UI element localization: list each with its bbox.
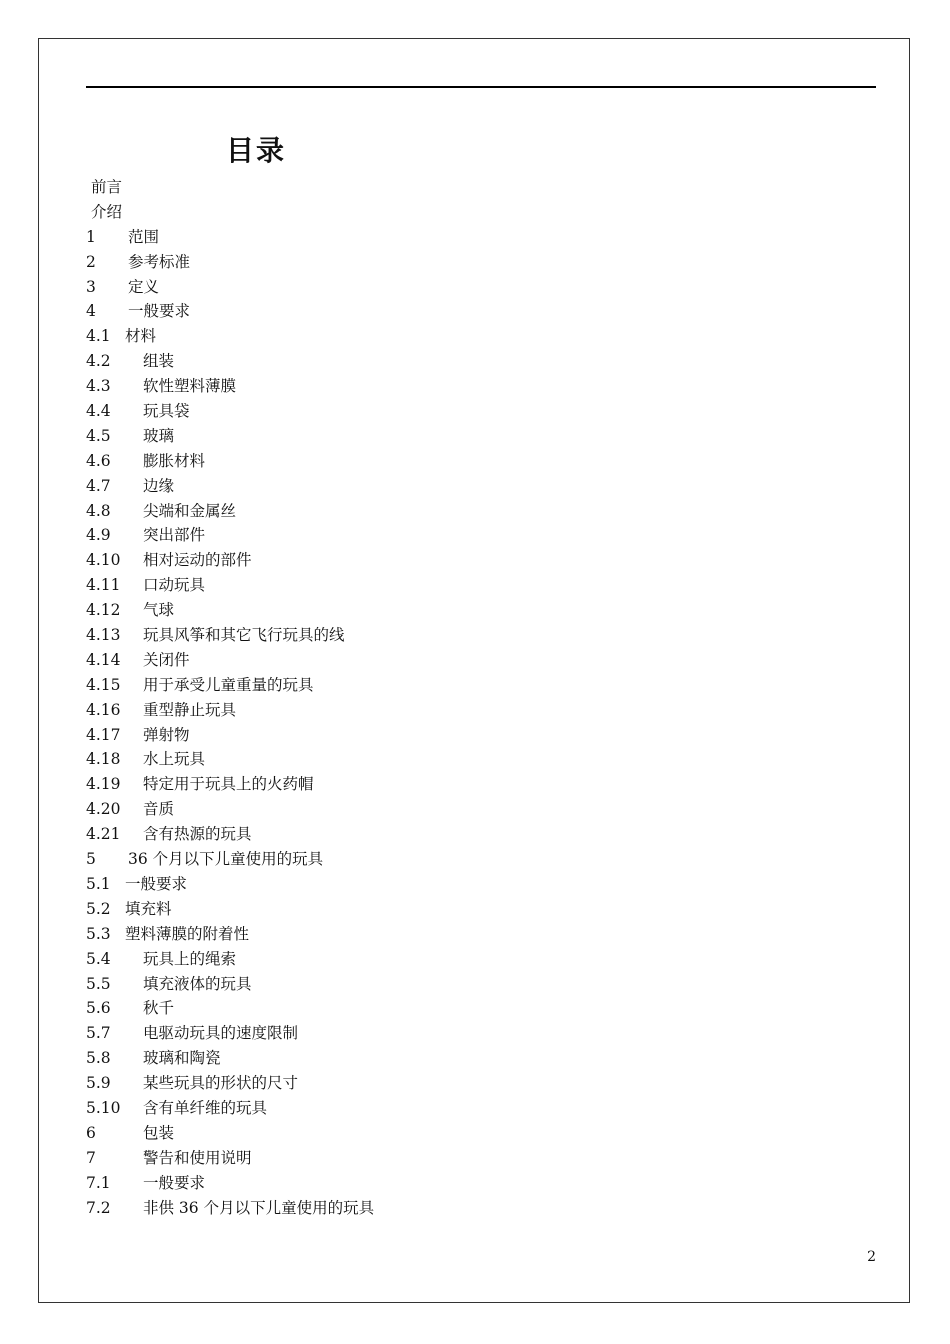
toc-entry-title: 含有热源的玩具 bbox=[143, 825, 252, 844]
toc-entry-number: 5.6 bbox=[86, 999, 111, 1018]
toc-entry-title: 膨胀材料 bbox=[143, 451, 206, 470]
toc-entry-title: 一般要求 bbox=[143, 1173, 206, 1192]
toc-entry-number: 4.17 bbox=[86, 725, 121, 744]
toc-entry-number: 4.15 bbox=[86, 675, 121, 694]
toc-entry-number: 4.3 bbox=[86, 377, 111, 396]
toc-entry-number: 4.10 bbox=[86, 551, 121, 570]
toc-entry-number: 4.1 bbox=[86, 327, 111, 346]
toc-entry-number: 4.19 bbox=[86, 775, 121, 794]
toc-entry-number: 4.18 bbox=[86, 750, 121, 769]
toc-entry-number: 4.12 bbox=[86, 601, 121, 620]
toc-entry-number: 5.1 bbox=[86, 874, 111, 893]
toc-entry-title: 用于承受儿童重量的玩具 bbox=[143, 675, 314, 694]
toc-entry-number: 4.8 bbox=[86, 501, 111, 520]
toc-entry-title: 水上玩具 bbox=[143, 750, 206, 769]
toc-entry-title: 重型静止玩具 bbox=[143, 700, 237, 719]
toc-entry-number: 3 bbox=[86, 277, 96, 296]
toc-entry-number: 5.5 bbox=[86, 974, 111, 993]
toc-entry-number: 4.14 bbox=[86, 650, 121, 669]
toc-entry-title: 警告和使用说明 bbox=[143, 1148, 252, 1167]
toc-entry-title: 关闭件 bbox=[143, 650, 190, 669]
toc-entry-title: 填充液体的玩具 bbox=[143, 974, 252, 993]
toc-entry-number: 5.9 bbox=[86, 1074, 111, 1093]
toc-entry-number: 4.4 bbox=[86, 402, 111, 421]
toc-entry-number: 5.3 bbox=[86, 924, 111, 943]
toc-entry-title: 玩具袋 bbox=[143, 402, 190, 421]
toc-entry-title: 某些玩具的形状的尺寸 bbox=[143, 1074, 299, 1093]
toc-entry-title: 玩具风筝和其它飞行玩具的线 bbox=[143, 626, 345, 645]
toc-entry-number: 4 bbox=[86, 302, 96, 321]
toc-entry-number: 5.4 bbox=[86, 949, 111, 968]
toc-entry-number: 4.9 bbox=[86, 526, 111, 545]
toc-entry-title: 包装 bbox=[143, 1123, 175, 1142]
toc-entry-title: 音质 bbox=[143, 800, 175, 819]
toc-entry-number: 2 bbox=[86, 252, 96, 271]
toc-entry-number: 7 bbox=[86, 1148, 96, 1167]
toc-entry-number: 4.16 bbox=[86, 700, 121, 719]
toc-entry-number: 4.11 bbox=[86, 576, 121, 595]
toc-entry-number: 1 bbox=[86, 227, 96, 246]
toc-entry-title: 组装 bbox=[143, 352, 175, 371]
toc-entry-title: 尖端和金属丝 bbox=[143, 501, 237, 520]
header-rule bbox=[86, 86, 876, 88]
toc-entry-title: 边缘 bbox=[143, 476, 175, 495]
toc-entry-number: 7.2 bbox=[86, 1198, 111, 1217]
toc-entry-title: 电驱动玩具的速度限制 bbox=[143, 1024, 299, 1043]
toc-entry-number: 4.5 bbox=[86, 426, 111, 445]
toc-entry-title: 特定用于玩具上的火药帽 bbox=[143, 775, 314, 794]
toc-entry-number: 7.1 bbox=[86, 1173, 111, 1192]
toc-entry-title: 含有单纤维的玩具 bbox=[143, 1098, 268, 1117]
toc-entry-title: 玩具上的绳索 bbox=[143, 949, 237, 968]
toc-entry-title: 软性塑料薄膜 bbox=[143, 377, 237, 396]
toc-entry-title: 前言 bbox=[91, 178, 123, 196]
toc-entry-title: 玻璃和陶瓷 bbox=[143, 1049, 221, 1068]
toc-entry-title: 填充料 bbox=[125, 899, 172, 918]
toc-entry-number: 5.10 bbox=[86, 1098, 121, 1117]
toc-entry-title: 弹射物 bbox=[143, 725, 190, 744]
toc-entry-title: 36 个月以下儿童使用的玩具 bbox=[128, 850, 324, 869]
toc-entry-title: 参考标准 bbox=[128, 252, 191, 271]
toc-entry-title: 一般要求 bbox=[125, 874, 188, 893]
toc-entry-title: 突出部件 bbox=[143, 526, 206, 545]
toc-entry-number: 4.7 bbox=[86, 476, 111, 495]
toc-entry-number: 5.8 bbox=[86, 1049, 111, 1068]
toc-entry-title: 相对运动的部件 bbox=[143, 551, 252, 570]
toc-entry-title: 非供 36 个月以下儿童使用的玩具 bbox=[143, 1198, 375, 1217]
toc-entry-number: 4.21 bbox=[86, 825, 121, 844]
toc-entry-title: 气球 bbox=[143, 601, 175, 620]
toc-entry-title: 玻璃 bbox=[143, 426, 175, 445]
page-title: 目录 bbox=[226, 134, 287, 167]
toc-entry-number: 4.13 bbox=[86, 626, 121, 645]
page-number: 2 bbox=[867, 1249, 876, 1265]
toc-entry-number: 5.2 bbox=[86, 899, 111, 918]
toc-entry-title: 秋千 bbox=[143, 999, 175, 1018]
toc-entry-number: 4.2 bbox=[86, 352, 111, 371]
toc-entry-title: 介绍 bbox=[91, 202, 123, 221]
toc-entry-title: 定义 bbox=[128, 277, 160, 296]
toc-entry-number: 4.6 bbox=[86, 451, 111, 470]
toc-entry-number: 6 bbox=[86, 1123, 96, 1142]
toc-entry-number: 5 bbox=[86, 850, 96, 869]
toc-entry-title: 塑料薄膜的附着性 bbox=[125, 924, 250, 943]
toc-entry-title: 范围 bbox=[128, 227, 160, 246]
toc-entry-number: 4.20 bbox=[86, 800, 121, 819]
toc-entry-number: 5.7 bbox=[86, 1024, 111, 1043]
toc-entry-title: 材料 bbox=[125, 327, 157, 346]
toc-entry-title: 一般要求 bbox=[128, 302, 191, 321]
toc-entry-title: 口动玩具 bbox=[143, 576, 206, 595]
